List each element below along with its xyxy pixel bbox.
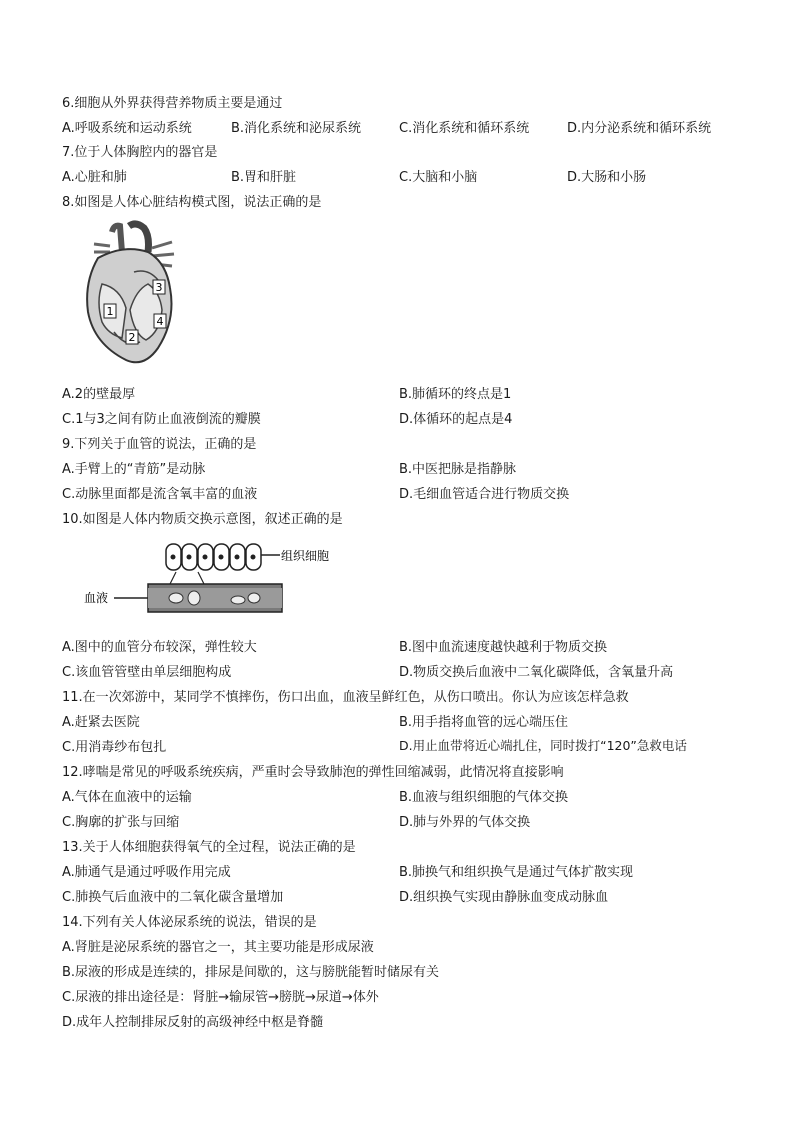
question-11-stem: 11.在一次郊游中，某同学不慎摔伤，伤口出血，血液呈鲜红色，从伤口喷出。你认为应该怎样急救 xyxy=(62,690,629,705)
question-12-option-c: C.胸廓的扩张与回缩 xyxy=(62,815,180,830)
question-10-option-b: B.图中血流速度越快越利于物质交换 xyxy=(399,640,608,655)
question-12-option-d: D.肺与外界的气体交换 xyxy=(399,815,531,830)
question-10-option-d: D.物质交换后血液中二氧化碳降低，含氧量升高 xyxy=(399,665,674,680)
question-12-option-a: A.气体在血液中的运输 xyxy=(62,790,192,805)
question-8-option-c: C.1与3之间有防止血液倒流的瓣膜 xyxy=(62,412,261,427)
exchange-diagram xyxy=(84,538,330,620)
question-14-option-d: D.成年人控制排尿反射的高级神经中枢是脊髓 xyxy=(62,1015,324,1030)
question-10-option-a: A.图中的血管分布较深，弹性较大 xyxy=(62,640,257,655)
question-14-option-b: B.尿液的形成是连续的，排尿是间歇的，这与膀胱能暂时储尿有关 xyxy=(62,965,440,980)
svg-text:2: 2 xyxy=(128,331,136,344)
question-11-option-d: D.用止血带将近心端扎住，同时拨打“120”急救电话 xyxy=(399,738,687,753)
question-10-stem: 10.如图是人体内物质交换示意图，叙述正确的是 xyxy=(62,512,343,527)
question-13-option-a: A.肺通气是通过呼吸作用完成 xyxy=(62,865,231,880)
question-6-option-c: C.消化系统和循环系统 xyxy=(399,121,530,136)
blood-label: 血液 xyxy=(84,591,109,605)
question-7-option-a: A.心脏和肺 xyxy=(62,170,127,185)
question-11-option-c: C.用消毒纱布包扎 xyxy=(62,740,167,755)
question-10-option-c: C.该血管管壁由单层细胞构成 xyxy=(62,665,232,680)
question-8-stem: 8.如图是人体心脏结构模式图，说法正确的是 xyxy=(62,195,322,210)
question-7-stem: 7.位于人体胸腔内的器官是 xyxy=(62,145,218,160)
question-6-option-b: B.消化系统和泌尿系统 xyxy=(231,121,362,136)
question-8-option-a: A.2的壁最厚 xyxy=(62,387,136,402)
question-12-option-b: B.血液与组织细胞的气体交换 xyxy=(399,790,569,805)
heart-label-4 xyxy=(154,314,166,328)
question-13-option-c: C.肺换气后血液中的二氧化碳含量增加 xyxy=(62,890,284,905)
question-7-option-d: D.大肠和小肠 xyxy=(567,170,647,185)
question-6-option-d: D.内分泌系统和循环系统 xyxy=(567,121,712,136)
heart-label-2 xyxy=(126,330,138,344)
question-8-option-b: B.肺循环的终点是1 xyxy=(399,387,512,402)
question-13-option-b: B.肺换气和组织换气是通过气体扩散实现 xyxy=(399,865,634,880)
heart-label-1 xyxy=(104,304,116,318)
question-11-option-b: B.用手指将血管的远心端压住 xyxy=(399,715,569,730)
svg-text:3: 3 xyxy=(155,281,163,294)
question-6-option-a: A.呼吸系统和运动系统 xyxy=(62,121,192,136)
svg-text:4: 4 xyxy=(156,315,164,328)
question-13-option-d: D.组织换气实现由静脉血变成动脉血 xyxy=(399,890,609,905)
question-9-option-a: A.手臂上的“青筋”是动脉 xyxy=(62,462,206,477)
svg-text:1: 1 xyxy=(106,305,114,318)
question-8-option-d: D.体循环的起点是4 xyxy=(399,412,513,427)
question-14-option-c: C.尿液的排出途径是：肾脏→输尿管→膀胱→尿道→体外 xyxy=(62,990,379,1005)
question-9-option-c: C.动脉里面都是流含氧丰富的血液 xyxy=(62,487,258,502)
question-14-option-a: A.肾脏是泌尿系统的器官之一，其主要功能是形成尿液 xyxy=(62,940,374,955)
question-7-option-b: B.胃和肝脏 xyxy=(231,170,297,185)
question-6-stem: 6.细胞从外界获得营养物质主要是通过 xyxy=(62,96,283,111)
question-9-option-d: D.毛细血管适合进行物质交换 xyxy=(399,487,570,502)
question-9-option-b: B.中医把脉是指静脉 xyxy=(399,462,517,477)
question-12-stem: 12.哮喘是常见的呼吸系统疾病，严重时会导致肺泡的弹性回缩减弱，此情况将直接影响 xyxy=(62,765,564,780)
tissue-cell-label: 组织细胞 xyxy=(281,549,330,563)
question-11-option-a: A.赶紧去医院 xyxy=(62,715,140,730)
question-7-option-c: C.大脑和小脑 xyxy=(399,170,478,185)
heart-label-3 xyxy=(153,280,165,294)
question-13-stem: 13.关于人体细胞获得氧气的全过程，说法正确的是 xyxy=(62,840,356,855)
question-9-stem: 9.下列关于血管的说法，正确的是 xyxy=(62,437,257,452)
question-14-stem: 14.下列有关人体泌尿系统的说法，错误的是 xyxy=(62,915,317,930)
heart-diagram xyxy=(74,222,186,372)
